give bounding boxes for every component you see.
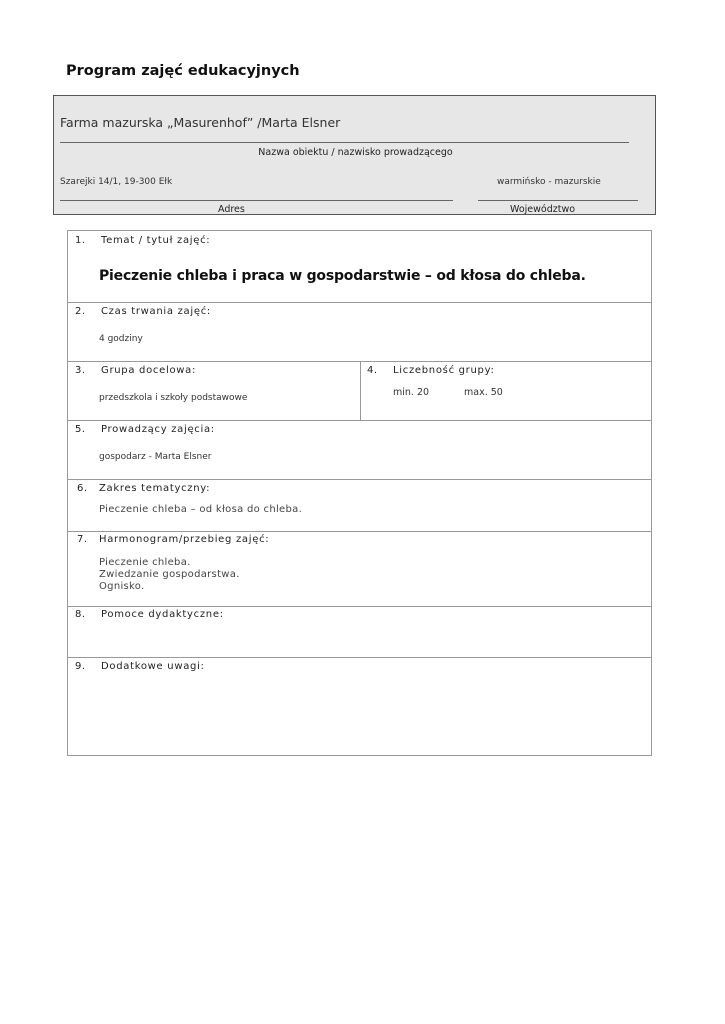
section-number: 5.	[75, 424, 86, 435]
voivodeship-caption: Województwo	[510, 204, 576, 215]
section-label: Czas trwania zajęć:	[101, 306, 211, 317]
duration-value: 4 godziny	[99, 334, 143, 344]
facility-name-caption: Nazwa obiektu / nazwisko prowadzącego	[258, 147, 453, 158]
section-number: 4.	[367, 365, 378, 376]
section-label: Pomoce dydaktyczne:	[101, 609, 224, 620]
section-additional-notes	[68, 658, 651, 755]
section-group-size	[360, 362, 650, 420]
section-target-group	[68, 362, 361, 420]
section-number: 6.	[77, 483, 88, 494]
section-label: Dodatkowe uwagi:	[101, 661, 205, 672]
section-teaching-aids	[68, 607, 651, 658]
voivodeship-underline	[478, 200, 638, 201]
address-underline	[60, 200, 453, 201]
group-size-max: max. 50	[464, 387, 503, 398]
section-number: 2.	[75, 306, 86, 317]
topic-value: Pieczenie chleba i praca w gospodarstwie – od kłosa do chleba.	[99, 268, 586, 284]
section-label: Liczebność grupy:	[393, 365, 495, 376]
address-caption: Adres	[218, 204, 245, 215]
section-number: 1.	[75, 235, 86, 246]
target-group-value: przedszkola i szkoły podstawowe	[99, 393, 248, 403]
section-label: Zakres tematyczny:	[99, 483, 211, 494]
schedule-item: Ognisko.	[99, 581, 145, 592]
section-instructor	[68, 421, 651, 480]
voivodeship-value: warmińsko - mazurskie	[497, 177, 601, 187]
instructor-value: gospodarz - Marta Elsner	[99, 452, 212, 462]
section-number: 8.	[75, 609, 86, 620]
section-number: 9.	[75, 661, 86, 672]
section-topic	[68, 231, 651, 303]
section-label: Prowadzący zajęcia:	[101, 424, 215, 435]
program-sections-table	[67, 230, 652, 756]
section-number: 7.	[77, 534, 88, 545]
scope-value: Pieczenie chleba – od kłosa do chleba.	[99, 504, 303, 515]
section-target-group-row	[68, 362, 651, 421]
section-number: 3.	[75, 365, 86, 376]
address-value: Szarejki 14/1, 19-300 Ełk	[60, 177, 173, 187]
section-label: Harmonogram/przebieg zajęć:	[99, 534, 270, 545]
section-schedule	[68, 532, 651, 607]
facility-header-box	[53, 95, 656, 215]
section-duration	[68, 303, 651, 362]
facility-name-underline	[60, 142, 629, 143]
facility-name: Farma mazurska „Masurenhof” /Marta Elsner	[60, 115, 341, 130]
schedule-item: Zwiedzanie gospodarstwa.	[99, 569, 240, 580]
schedule-item: Pieczenie chleba.	[99, 557, 191, 568]
section-label: Grupa docelowa:	[101, 365, 197, 376]
section-label: Temat / tytuł zajęć:	[101, 235, 211, 246]
document-title: Program zajęć edukacyjnych	[66, 63, 300, 79]
group-size-min: min. 20	[393, 387, 430, 398]
section-scope	[68, 480, 651, 532]
